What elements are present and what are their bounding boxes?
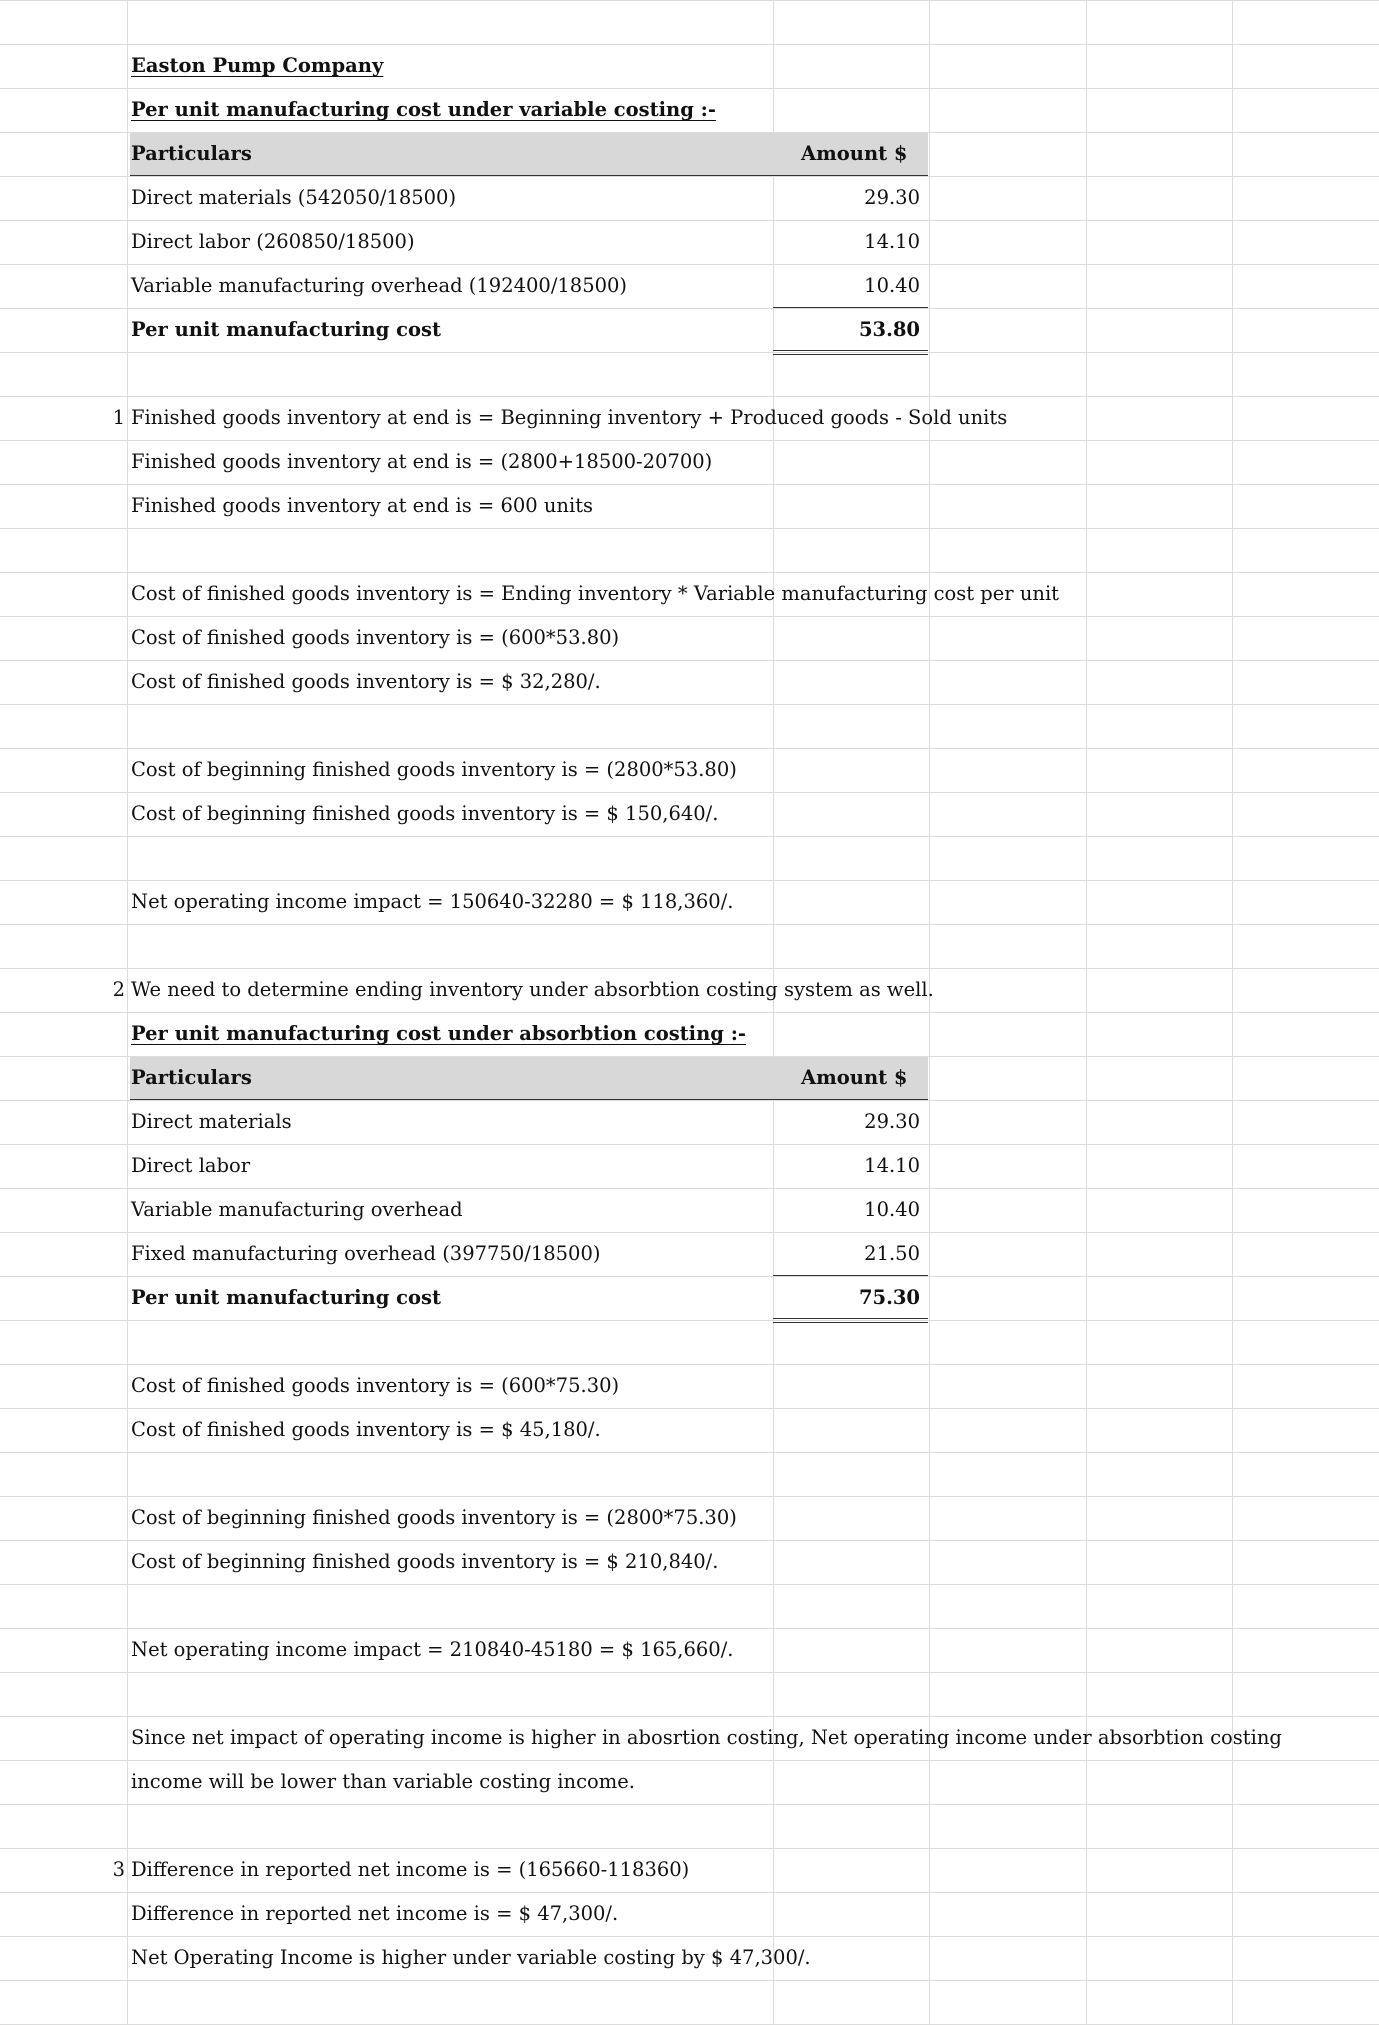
column-gridline	[773, 0, 774, 2025]
row-gridline	[0, 1628, 1379, 1629]
variable-row-label: Direct labor (260850/18500)	[131, 230, 415, 253]
row-gridline	[0, 1804, 1379, 1805]
row-gridline	[0, 880, 1379, 881]
absorption-col-amount: Amount $	[801, 1066, 908, 1089]
row-gridline	[0, 1716, 1379, 1717]
row-gridline	[0, 484, 1379, 485]
row-gridline	[0, 1980, 1379, 1981]
variable-total-top-rule	[773, 307, 928, 308]
part-2-number: 2	[112, 978, 125, 1001]
absorption-col-particulars: Particulars	[131, 1066, 252, 1089]
variable-row-label: Variable manufacturing overhead (192400/18500)	[131, 274, 628, 297]
row-gridline	[0, 1584, 1379, 1585]
part1-beginning-line: Cost of beginning finished goods inventory is = $ 150,640/.	[131, 802, 719, 825]
row-gridline	[0, 1320, 1379, 1321]
part2-cost-line: Cost of finished goods inventory is = (600*75.30)	[131, 1374, 620, 1397]
absorption-row-label: Direct materials	[131, 1110, 292, 1133]
part1-line: Finished goods inventory at end is = 600 units	[131, 494, 594, 517]
column-gridline	[929, 0, 930, 2025]
row-gridline	[0, 968, 1379, 969]
variable-col-particulars: Particulars	[131, 142, 252, 165]
part2-conclusion: Since net impact of operating income is higher in abosrtion costing, Net operating income under absorbtion costing	[131, 1726, 1282, 1749]
row-gridline	[0, 0, 1379, 1]
row-gridline	[0, 44, 1379, 45]
variable-row-amount: 29.30	[864, 186, 920, 209]
row-gridline	[0, 264, 1379, 265]
row-gridline	[0, 440, 1379, 441]
row-gridline	[0, 308, 1379, 309]
part1-cost-line: Cost of finished goods inventory is = $ 32,280/.	[131, 670, 601, 693]
part2-conclusion: income will be lower than variable costing income.	[131, 1770, 635, 1793]
row-gridline	[0, 1892, 1379, 1893]
column-gridline	[127, 0, 128, 2025]
row-gridline	[0, 220, 1379, 221]
variable-table-heading: Per unit manufacturing cost under variable costing :-	[131, 98, 716, 121]
part1-line: Finished goods inventory at end is = Beginning inventory + Produced goods - Sold units	[131, 406, 1008, 429]
part2-intro: We need to determine ending inventory under absorbtion costing system as well.	[131, 978, 934, 1001]
absorption-total-amount: 75.30	[858, 1286, 920, 1309]
variable-row-label: Direct materials (542050/18500)	[131, 186, 457, 209]
part3-line: Difference in reported net income is = (165660-118360)	[131, 1858, 690, 1881]
absorption-table-header-rule	[130, 1099, 928, 1100]
row-gridline	[0, 792, 1379, 793]
absorption-row-amount: 21.50	[864, 1242, 920, 1265]
row-gridline	[0, 1364, 1379, 1365]
part3-line: Net Operating Income is higher under variable costing by $ 47,300/.	[131, 1946, 811, 1969]
variable-total-label: Per unit manufacturing cost	[131, 318, 442, 341]
variable-table-header-rule	[130, 175, 928, 176]
absorption-row-label: Variable manufacturing overhead	[131, 1198, 463, 1221]
row-gridline	[0, 748, 1379, 749]
row-gridline	[0, 836, 1379, 837]
absorption-total-top-rule	[773, 1275, 928, 1276]
row-gridline	[0, 1936, 1379, 1937]
row-gridline	[0, 1848, 1379, 1849]
variable-col-amount: Amount $	[801, 142, 908, 165]
row-gridline	[0, 352, 1379, 353]
row-gridline	[0, 1408, 1379, 1409]
row-gridline	[0, 1496, 1379, 1497]
part-1-number: 1	[112, 406, 125, 429]
variable-row-amount: 10.40	[864, 274, 920, 297]
part2-beginning-line: Cost of beginning finished goods inventory is = $ 210,840/.	[131, 1550, 719, 1573]
row-gridline	[0, 1144, 1379, 1145]
row-gridline	[0, 660, 1379, 661]
variable-total-double-rule	[773, 350, 928, 355]
absorption-row-label: Direct labor	[131, 1154, 251, 1177]
part3-line: Difference in reported net income is = $ 47,300/.	[131, 1902, 619, 1925]
row-gridline	[0, 1188, 1379, 1189]
absorption-total-double-rule	[773, 1318, 928, 1323]
row-gridline	[0, 616, 1379, 617]
company-title: Easton Pump Company	[131, 54, 384, 77]
row-gridline	[0, 88, 1379, 89]
absorption-row-amount: 14.10	[864, 1154, 920, 1177]
part2-impact: Net operating income impact = 210840-45180 = $ 165,660/.	[131, 1638, 734, 1661]
row-gridline	[0, 1100, 1379, 1101]
variable-total-amount: 53.80	[858, 318, 920, 341]
part-3-number: 3	[112, 1858, 125, 1881]
column-gridline	[1086, 0, 1087, 2025]
absorption-total-label: Per unit manufacturing cost	[131, 1286, 442, 1309]
row-gridline	[0, 1672, 1379, 1673]
row-gridline	[0, 572, 1379, 573]
row-gridline	[0, 1012, 1379, 1013]
part1-beginning-line: Cost of beginning finished goods inventory is = (2800*53.80)	[131, 758, 737, 781]
part1-cost-line: Cost of finished goods inventory is = (600*53.80)	[131, 626, 620, 649]
part1-impact: Net operating income impact = 150640-32280 = $ 118,360/.	[131, 890, 734, 913]
absorption-row-label: Fixed manufacturing overhead (397750/18500)	[131, 1242, 601, 1265]
row-gridline	[0, 396, 1379, 397]
row-gridline	[0, 1276, 1379, 1277]
absorption-row-amount: 29.30	[864, 1110, 920, 1133]
row-gridline	[0, 704, 1379, 705]
row-gridline	[0, 1540, 1379, 1541]
row-gridline	[0, 528, 1379, 529]
absorption-row-amount: 10.40	[864, 1198, 920, 1221]
row-gridline	[0, 1760, 1379, 1761]
row-gridline	[0, 1452, 1379, 1453]
row-gridline	[0, 1232, 1379, 1233]
absorption-table-heading: Per unit manufacturing cost under absorbtion costing :-	[131, 1022, 746, 1045]
row-gridline	[0, 176, 1379, 177]
column-gridline	[1232, 0, 1233, 2025]
row-gridline	[0, 924, 1379, 925]
part2-beginning-line: Cost of beginning finished goods inventory is = (2800*75.30)	[131, 1506, 737, 1529]
variable-row-amount: 14.10	[864, 230, 920, 253]
part1-line: Finished goods inventory at end is = (2800+18500-20700)	[131, 450, 713, 473]
part1-cost-line: Cost of finished goods inventory is = Ending inventory * Variable manufacturing cost per unit	[131, 582, 1060, 605]
part2-cost-line: Cost of finished goods inventory is = $ 45,180/.	[131, 1418, 601, 1441]
